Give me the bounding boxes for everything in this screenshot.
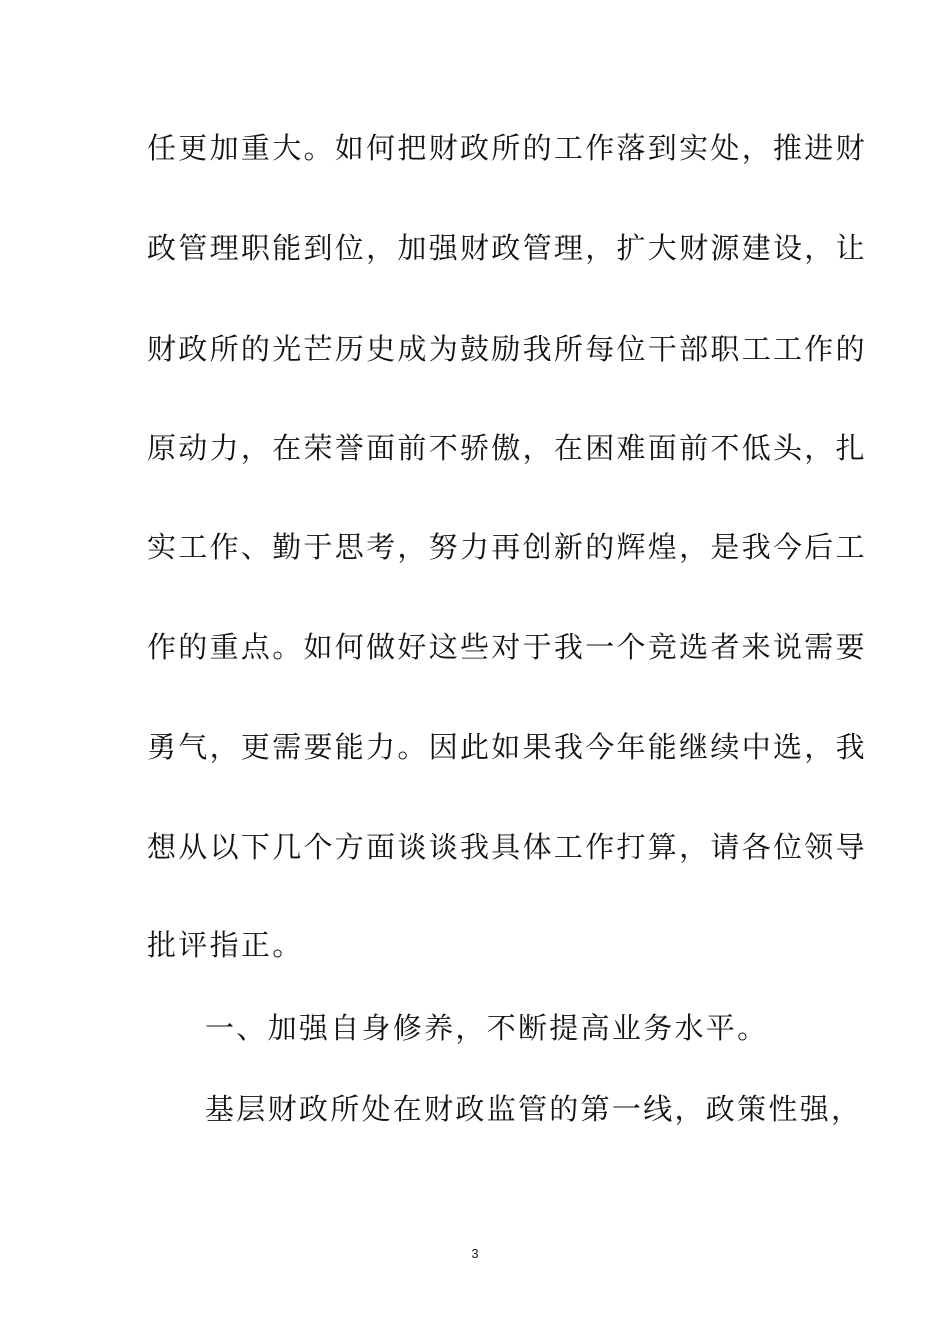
body-text-line: 原动力，在荣誉面前不骄傲，在困难面前不低头，扎 <box>147 431 867 465</box>
body-text-line: 政管理职能到位，加强财政管理，扩大财源建设，让 <box>147 231 867 265</box>
page-number: 3 <box>471 1246 479 1261</box>
body-text-line: 作的重点。如何做好这些对于我一个竞选者来说需要 <box>147 630 867 664</box>
body-text-line: 实工作、勤于思考，努力再创新的辉煌，是我今后工 <box>147 530 867 564</box>
body-text-line: 任更加重大。如何把财政所的工作落到实处，推进财 <box>147 131 867 165</box>
body-text-line: 财政所的光芒历史成为鼓励我所每位干部职工工作的 <box>147 332 867 366</box>
section-heading: 一、加强自身修养，不断提高业务水平。 <box>205 1011 769 1045</box>
body-text-line: 想从以下几个方面谈谈我具体工作打算，请各位领导 <box>147 830 867 864</box>
paragraph-first-line: 基层财政所处在财政监管的第一线，政策性强， <box>205 1092 863 1126</box>
body-text-line: 勇气，更需要能力。因此如果我今年能继续中选，我 <box>147 730 867 764</box>
body-text-line: 批评指正。 <box>147 928 304 962</box>
